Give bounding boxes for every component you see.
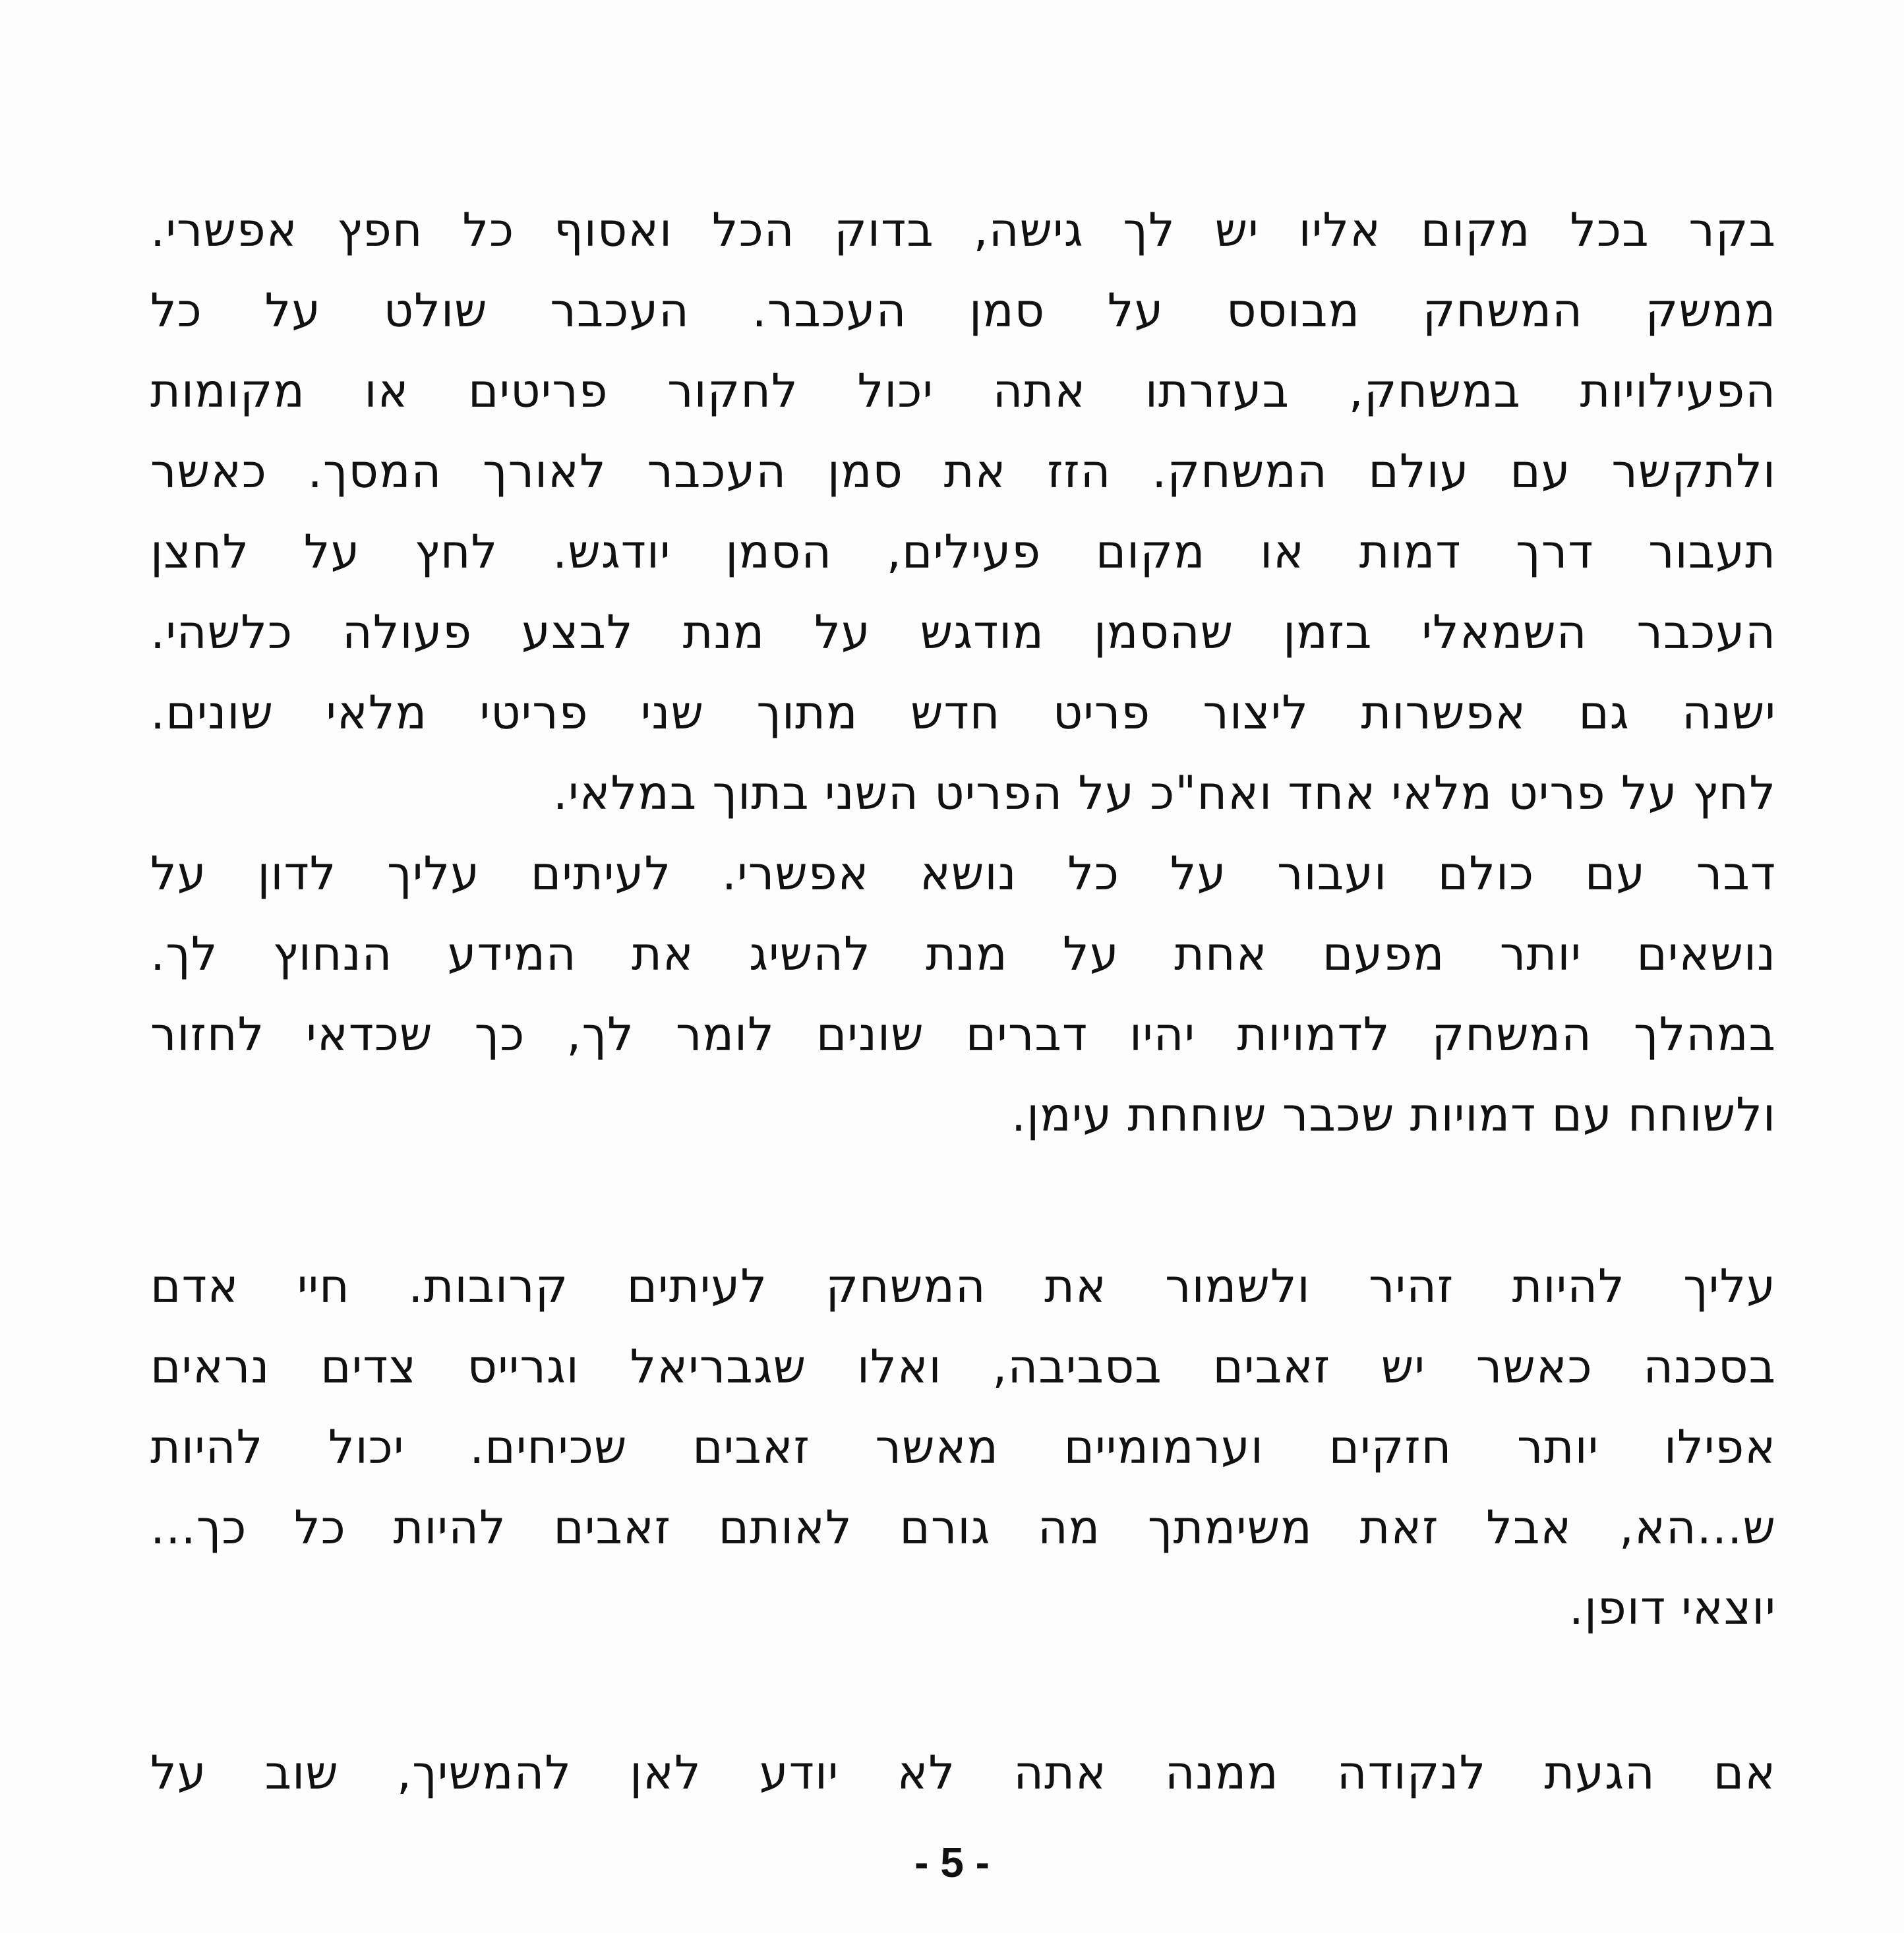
text-line: נושאים יותר מפעם אחת על מנת להשיג את המידע הנחוץ לך.	[150, 927, 1776, 981]
text-line: הפעילויות במשחק, בעזרתו אתה יכול לחקור פריטים או מקומות	[150, 364, 1776, 418]
text-line: ולתקשר עם עולם המשחק. הזז את סמן העכבר לאורך המסך. כאשר	[150, 444, 1776, 498]
text-line: ממשק המשחק מבוסס על סמן העכבר. העכבר שולט על כל	[150, 283, 1776, 338]
text-line: לחץ על פריט מלאי אחד ואח"כ על הפריט השני בתוך במלאי.	[552, 766, 1776, 820]
text-line: ולשוחח עם דמויות שכבר שוחחת עימן.	[1011, 1088, 1776, 1142]
text-line: ישנה גם אפשרות ליצור פריט חדש מתוך שני פריטי מלאי שונים.	[150, 686, 1776, 740]
text-line: אפילו יותר חזקים וערמומיים מאשר זאבים שכיחים. יכול להיות	[150, 1420, 1776, 1474]
text-line: עליך להיות זהיר ולשמור את המשחק לעיתים קרובות. חיי אדם	[150, 1259, 1776, 1313]
text-line: בקר בכל מקום אליו יש לך גישה, בדוק הכל ואסוף כל חפץ אפשרי.	[150, 203, 1776, 257]
page-number: - 5 -	[914, 1839, 990, 1886]
paragraph-stuck	[150, 1733, 1776, 1813]
text-line: במהלך המשחק לדמויות יהיו דברים שונים לומר לך, כך שכדאי לחזור	[150, 1007, 1776, 1061]
text-line: בסכנה כאשר יש זאבים בסביבה, ואלו שגבריאל וגרייס צדים נראים	[150, 1340, 1776, 1394]
text-line: יוצאי דופן.	[1568, 1581, 1776, 1635]
paragraph-controls	[150, 190, 1776, 1155]
text-line: אם הגעת לנקודה ממנה אתה לא יודע לאן להמשיך, שוב על	[150, 1746, 1776, 1800]
paragraph-saving	[150, 1246, 1776, 1648]
text-line: דבר עם כולם ועבור על כל נושא אפשרי. לעיתים עליך לדון על	[150, 847, 1776, 901]
text-line: ש...הא, אבל זאת משימתך מה גורם לאותם זאבים להיות כל כך...	[150, 1501, 1776, 1555]
text-line: העכבר השמאלי בזמן שהסמן מודגש על מנת לבצע פעולה כלשהי.	[150, 605, 1776, 659]
text-line: תעבור דרך דמות או מקום פעילים, הסמן יודגש. לחץ על לחצן	[150, 525, 1776, 579]
